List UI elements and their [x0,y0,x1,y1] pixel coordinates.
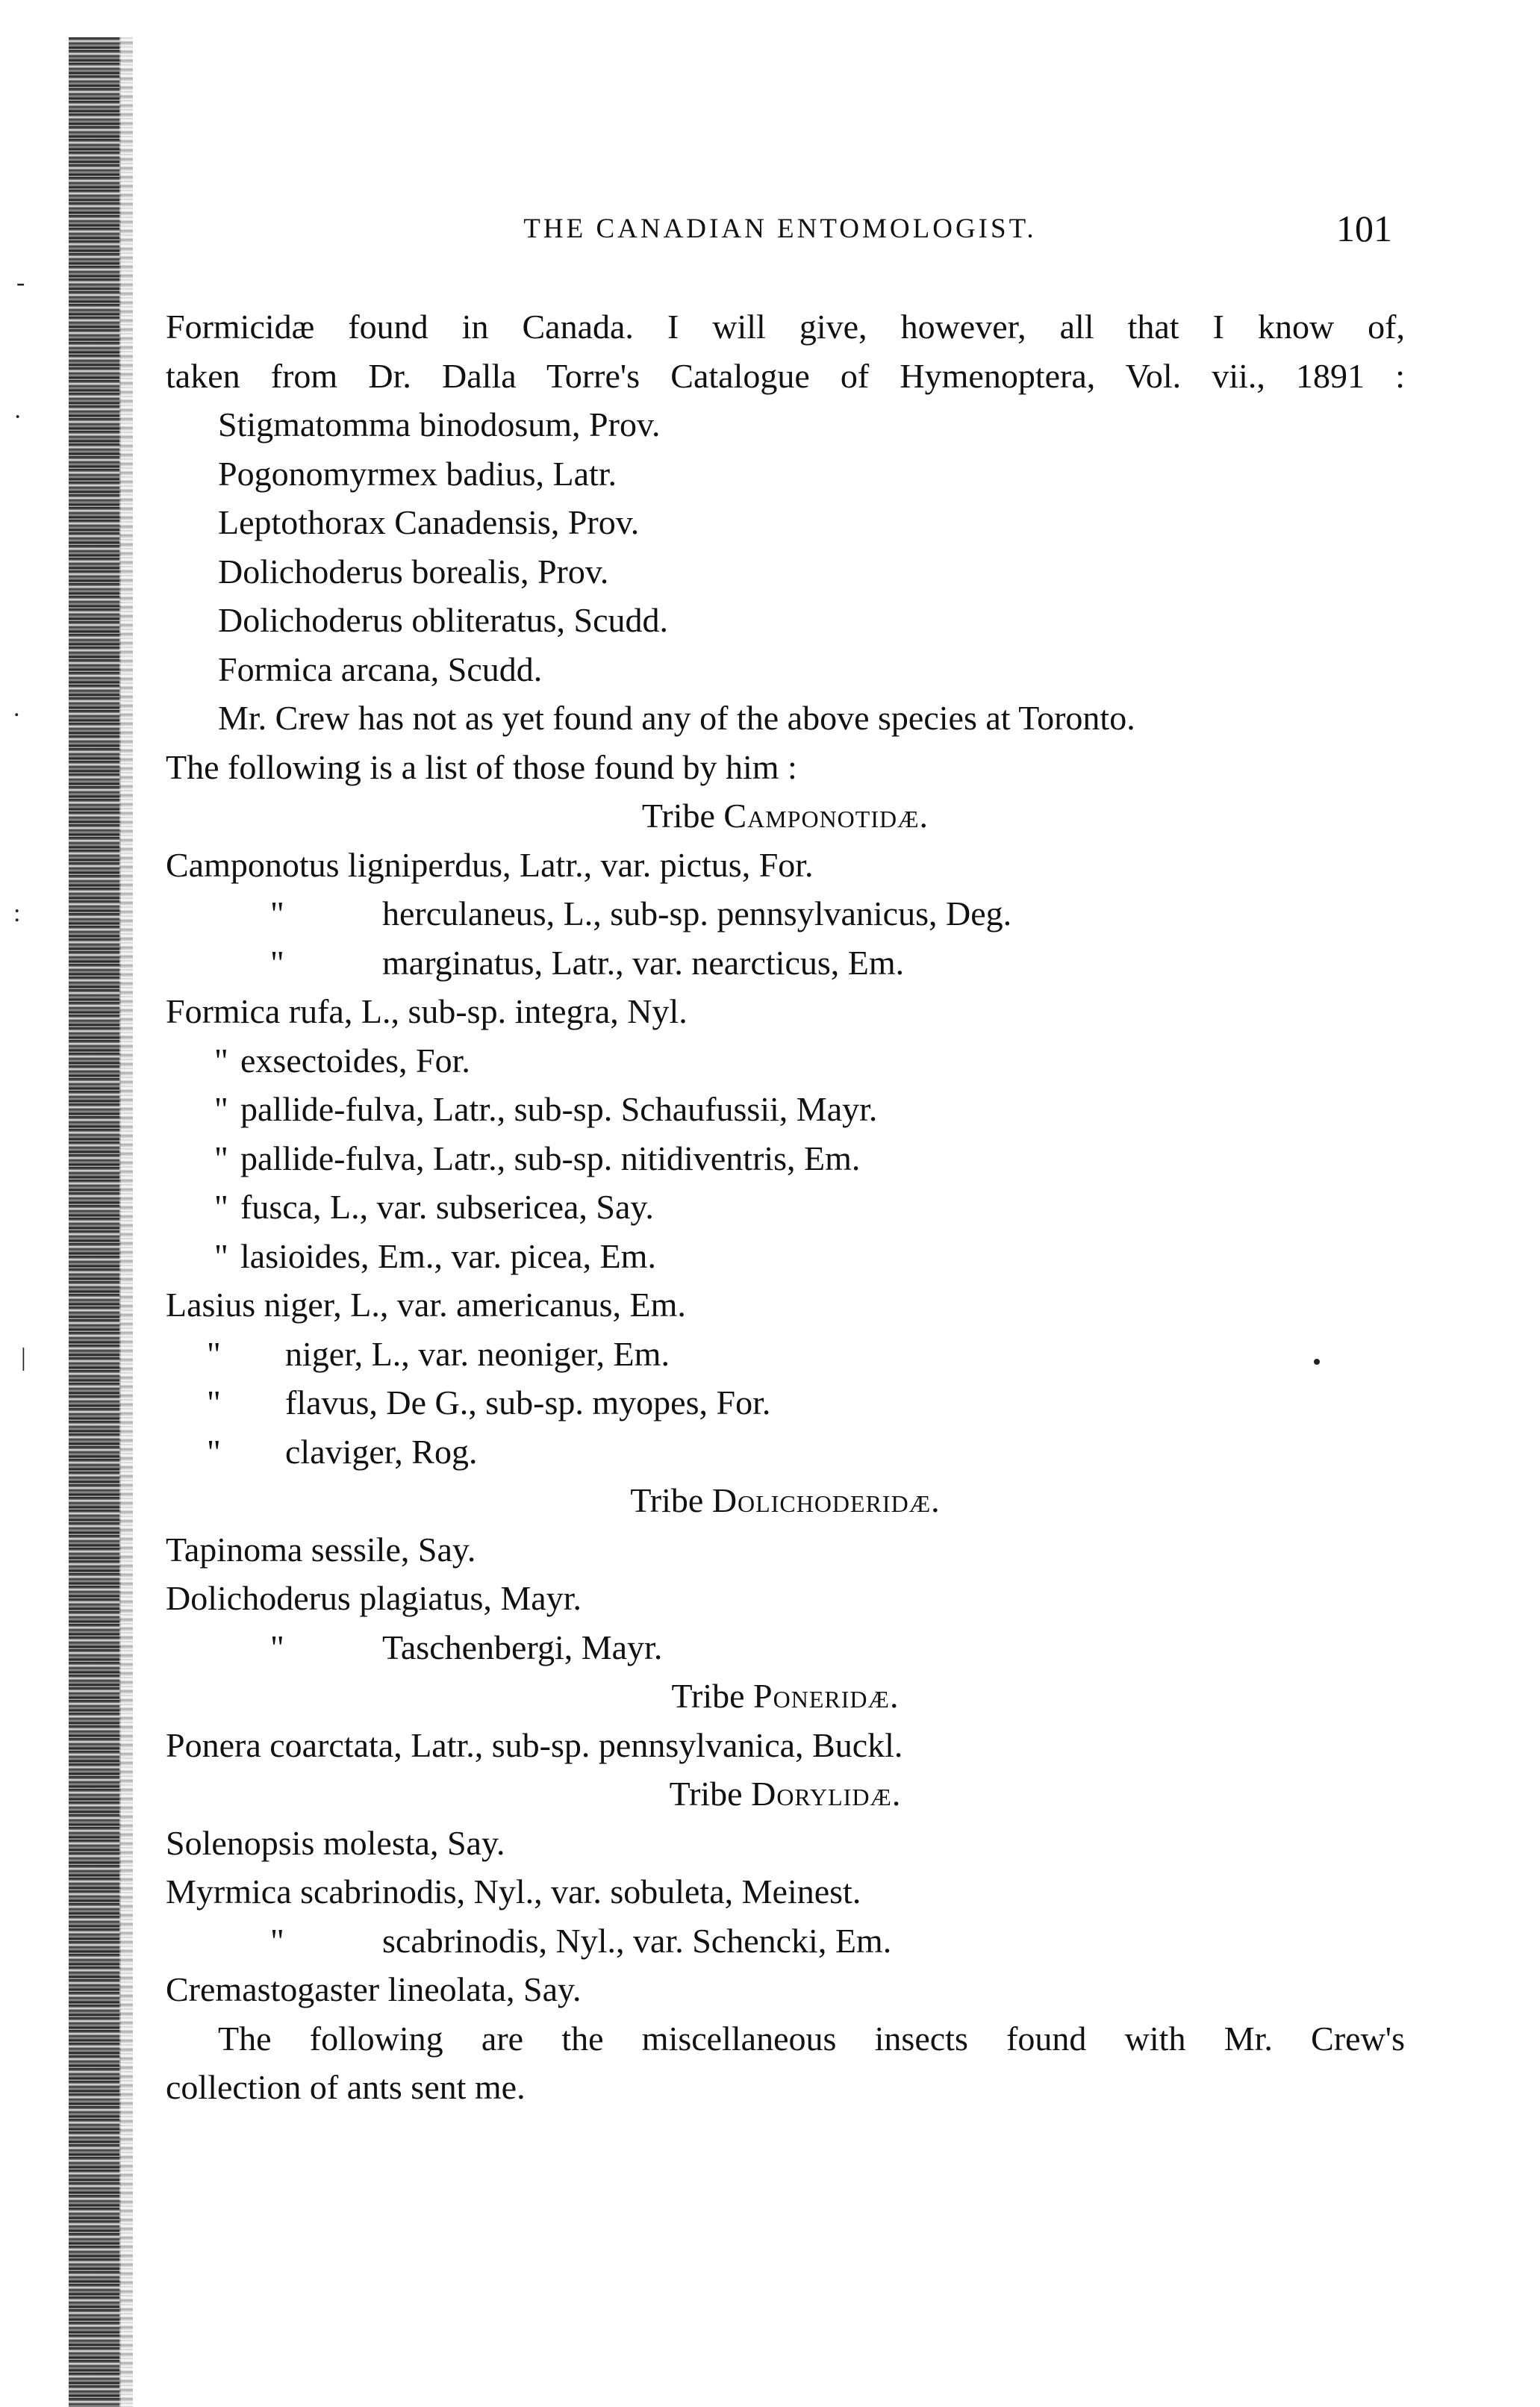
tribe-prefix: Tribe [630,1481,704,1519]
ditto-mark: " [270,1628,284,1666]
species-name: claviger, Rog. [285,1432,478,1471]
ditto-mark: " [270,1921,284,1960]
species-entry [166,1330,1405,1379]
ditto-mark: " [207,1334,221,1373]
species-entry [166,1232,1405,1281]
species-name: scabrinodis, Nyl., var. Schencki, Em. [382,1921,892,1960]
margin-mark: - [16,269,25,296]
toronto-paragraph-line: Mr. Crew has not as yet found any of the above species at Toronto. [218,699,1135,737]
tribe-name: Dorylidæ. [751,1775,902,1813]
tribe-heading [166,1476,1405,1525]
species-entry: Leptothorax Canadensis, Prov. [218,503,640,541]
species-name: Taschenbergi, Mayr. [382,1628,663,1666]
tribe-name: Poneridæ. [753,1677,900,1715]
species-entry: Stigmatomma binodosum, Prov. [218,405,661,443]
species-entry [166,1085,1405,1134]
ditto-mark: " [270,943,284,982]
tribe-heading [166,791,1405,841]
species-entry [166,1916,1405,1966]
tribe-heading [166,1672,1405,1721]
species-entry [166,1427,1405,1477]
species-entry: Pogonomyrmex badius, Latr. [218,454,617,493]
species-name: Camponotus ligniperdus, Latr., var. pictus, For. [166,845,814,884]
margin-mark: : [13,900,21,927]
species-entry [166,1183,1405,1232]
intro-line: Formicidæ found in Canada. I will give, however, all that I know of, [166,308,1405,346]
species-name: marginatus, Latr., var. nearcticus, Em. [382,943,905,982]
margin-mark: | [21,1344,26,1371]
species-name: herculaneus, L., sub-sp. pennsylvanicus, Deg. [382,894,1012,932]
species-entry [166,1378,1405,1427]
species-name: Formica rufa, L., sub-sp. integra, Nyl. [166,992,688,1030]
species-name: pallide-fulva, Latr., sub-sp. nitidiventris, Em. [240,1139,861,1177]
tribe-heading [166,1769,1405,1819]
ditto-mark: " [214,1188,228,1226]
species-entry [166,1525,1405,1575]
intro-line: taken from Dr. Dalla Torre's Catalogue of Hymenoptera, Vol. vii., 1891 : [166,356,1405,395]
margin-mark: . [13,694,20,722]
species-name: fusca, L., var. subsericea, Say. [240,1188,654,1226]
margin-mark: · [13,403,22,431]
species-name: niger, L., var. neoniger, Em. [285,1334,670,1373]
species-entry: Formica arcana, Scudd. [218,650,543,688]
tribe-prefix: Tribe [641,797,715,835]
species-entry [166,1819,1405,1868]
species-entry [166,1623,1405,1672]
ditto-mark: " [207,1383,221,1422]
species-name: lasioides, Em., var. picea, Em. [240,1236,656,1275]
species-entry: Dolichoderus borealis, Prov. [218,552,609,591]
book-spine-shadow [69,37,121,2407]
species-entry [166,1965,1405,2014]
toronto-paragraph-line: The following is a list of those found by him : [166,747,797,786]
species-name: exsectoides, For. [240,1041,470,1080]
species-name: Tapinoma sessile, Say. [166,1530,476,1569]
species-name: Dolichoderus plagiatus, Mayr. [166,1579,582,1617]
species-entry [166,1036,1405,1086]
tribe-sections [166,791,1405,2014]
closing-paragraph-line: collection of ants sent me. [166,2068,526,2106]
tribe-prefix: Tribe [671,1677,745,1715]
species-name: flavus, De G., sub-sp. myopes, For. [285,1383,771,1422]
ditto-mark: " [214,1090,228,1128]
closing-paragraph-line: The following are the miscellaneous insects found with Mr. Crew's [218,2019,1405,2058]
species-name: Ponera coarctata, Latr., sub-sp. pennsylvanica, Buckl. [166,1725,903,1764]
tribe-name: Dolichoderidæ. [711,1481,941,1519]
species-entry [166,1574,1405,1623]
ditto-mark: " [207,1432,221,1471]
tribe-prefix: Tribe [669,1775,743,1813]
species-entry [166,1721,1405,1770]
species-entry [166,938,1405,988]
species-name: Solenopsis molesta, Say. [166,1823,505,1862]
species-entry: Dolichoderus obliteratus, Scudd. [218,601,669,639]
species-entry [166,987,1405,1036]
species-entry [166,1280,1405,1330]
species-entry [166,1134,1405,1183]
species-entry [166,1867,1405,1916]
canadian-species-list [166,400,1405,694]
running-header [168,208,1392,258]
journal-title: THE CANADIAN ENTOMOLOGIST. [523,214,1037,244]
species-entry [166,841,1405,890]
ditto-mark: " [214,1236,228,1275]
species-name: pallide-fulva, Latr., sub-sp. Schaufussii, Mayr. [240,1090,878,1128]
tribe-name: Camponotidæ. [723,797,929,835]
page-body [166,302,1405,2112]
page-number: 101 [1336,208,1392,249]
species-name: Myrmica scabrinodis, Nyl., var. sobuleta, Meinest. [166,1872,861,1911]
page-gutter [119,37,133,2407]
species-name: Lasius niger, L., var. americanus, Em. [166,1286,686,1324]
ditto-mark: " [214,1139,228,1177]
species-entry [166,889,1405,938]
species-name: Cremastogaster lineolata, Say. [166,1970,582,2008]
ditto-mark: " [214,1041,228,1080]
ditto-mark: " [270,894,284,932]
